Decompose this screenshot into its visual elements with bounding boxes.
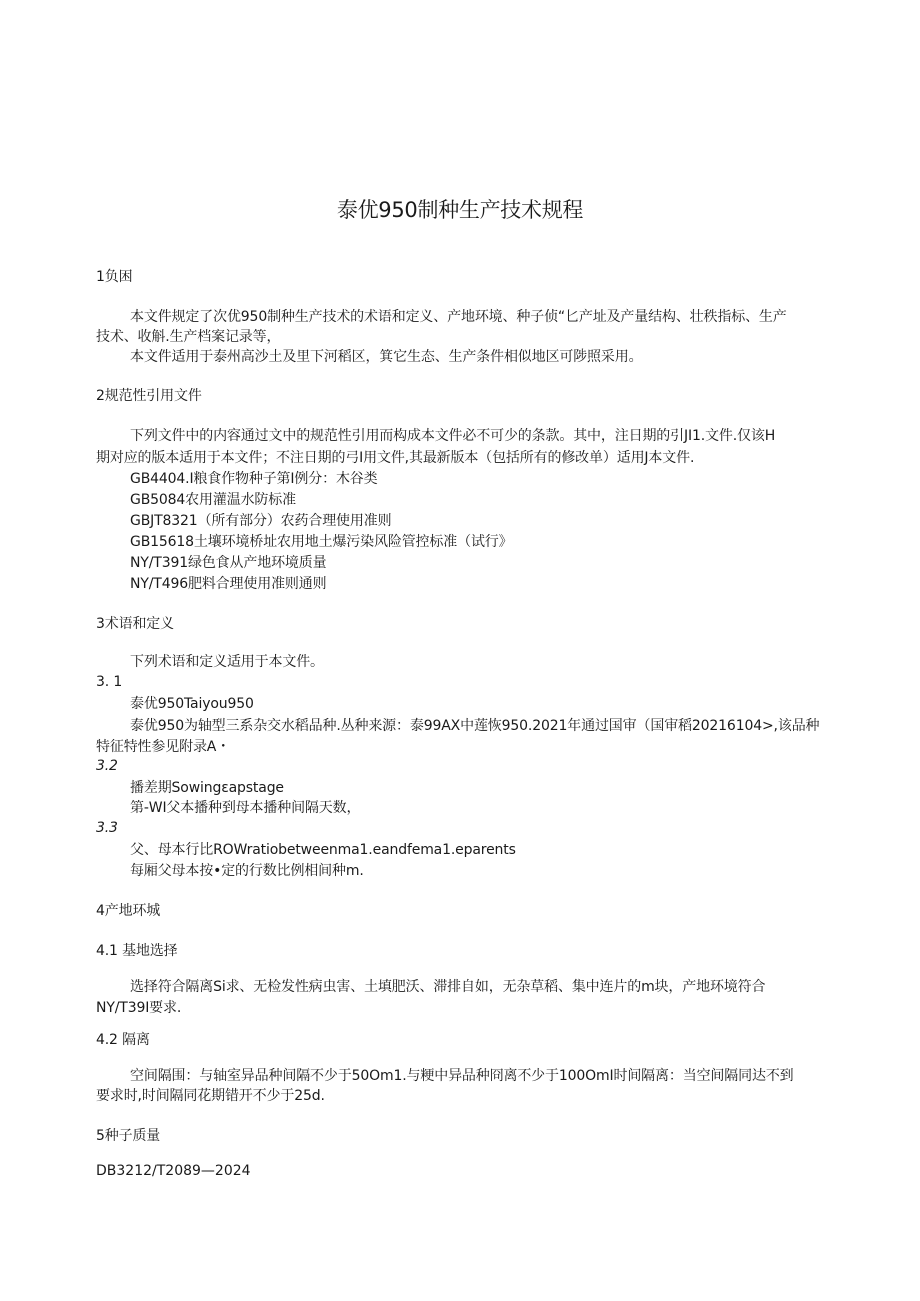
term-name: 泰优950Taiyou950 [130,696,254,712]
section-heading-normative-references: 2规范性引用文件 [96,388,202,404]
scope-paragraph-2: 本文件适用于泰州高沙土及里下河稻区，箕它生态、生产条件相似地区可陟照采用。 [130,349,643,365]
term-definition-line-1: 泰优950为轴型三系杂交水稻品种.丛种来源：泰99AX中莲恢950.2021年通过国审（国审稻20216104>,该品种 [130,718,820,734]
references-intro-line-2: 期对应的版本适用于本文件；不注日期的弓I用文件,其最新版本（包括所有的修改单）适用J本文件. [96,450,695,466]
document-title: 泰优950制种生产技术规程 [336,198,584,222]
section-heading-terms: 3术语和定义 [96,616,175,632]
subsection-heading-isolation: 4.2 隔离 [96,1032,150,1048]
section-heading-seed-quality: 5种子质量 [96,1128,161,1144]
term-definition: 第-WI父本播种到母本播种间隔天数， [130,800,361,816]
term-name: 播差期Sowingɛapstage [130,780,284,796]
reference-item: NY/T391绿色食从产地环境质量 [130,555,327,571]
isolation-paragraph-line-2: 要求时,时间隔同花期错开不少于25d. [96,1088,325,1104]
term-definition-line-2: 特征特性参见附录A・ [96,739,231,755]
term-number: 3. 1 [96,674,123,690]
subsection-heading-site-selection: 4.1 基地选择 [96,943,178,959]
term-number: 3.3 [96,820,118,836]
reference-item: GB15618土壤环境桥址农用地土爆污染风险管控标准（试行》 [130,534,513,550]
reference-item: GB4404.I粮食作物种子第I例分：木谷类 [130,471,378,487]
term-number: 3.2 [96,758,118,774]
reference-item: GB5084农用灌温水防标准 [130,492,296,508]
document-code: DB3212∕T2089—2024 [96,1163,251,1179]
scope-paragraph-line-1: 本文件规定了次优950制种生产技术的术语和定义、产地环境、种子侦“匕产址及产量结构、壮秩指标、生产 [130,309,787,325]
references-intro-line-1: 下列文件中的内容通过文中的规范性引用而构成本文件必不可少的条款。其中，注日期的引JI1.文件.仅该H [130,428,776,444]
reference-item: GBJT8321（所有部分）农药合理使用准则 [130,513,392,529]
scope-paragraph-line-2: 技术、收斛.生产档案记录等， [96,329,281,345]
term-definition: 每厢父母本按•定的行数比例相间种m. [130,863,364,879]
section-heading-scope: 1负困 [96,269,133,285]
site-selection-paragraph-line-2: NY/T39I要求. [96,1000,182,1016]
term-name: 父、母本行比ROWratiobetweenma1.eandfema1.eparents [130,842,516,858]
terms-intro: 下列术语和定义适用于本文件。 [130,654,324,670]
isolation-paragraph-line-1: 空间隔围：与轴室异品种间隔不少于50Om1.与粳中异品种冏离不少于100OmI时间隔离：当空间隔同达不到 [130,1068,794,1084]
section-heading-environment: 4产地环城 [96,903,161,919]
reference-item: NY/T496肥料合理使用准则通则 [130,576,327,592]
site-selection-paragraph-line-1: 选择符合隔离Si求、无检发性病虫害、土填肥沃、滞排自如，无杂草稻、集中连片的m块，产地环境符合 [130,979,766,995]
